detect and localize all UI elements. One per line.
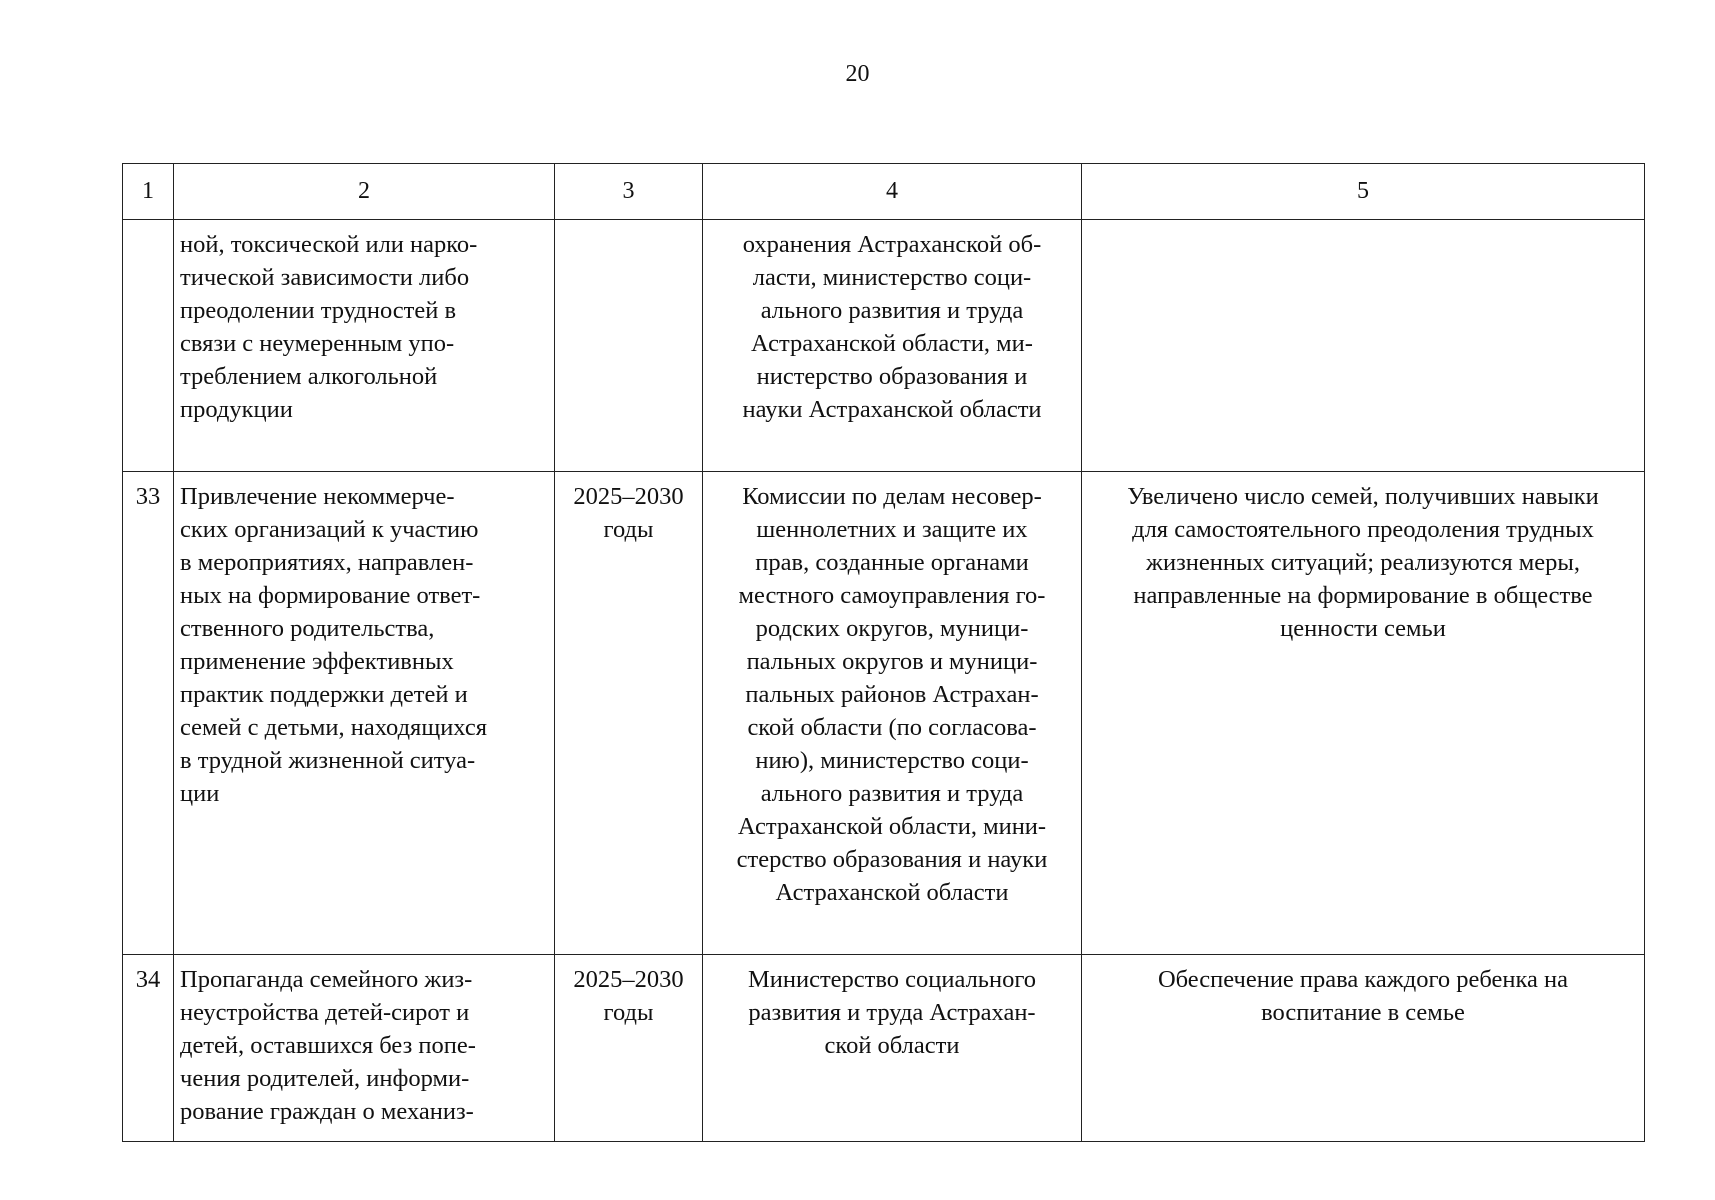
column-header-4: 4 <box>703 164 1082 220</box>
activity-cell: Пропаганда семейного жиз- неустройства детей-сирот и детей, оставшихся без попе- чения родителей, информи- рование граждан о механиз- <box>174 955 555 1142</box>
column-header-2: 2 <box>174 164 555 220</box>
result-cell <box>1082 220 1645 472</box>
table-body <box>123 220 1645 1142</box>
activity-cell: ной, токсической или нарко- тической зависимости либо преодолении трудностей в связи с неумеренным упо- треблением алкогольной продукции <box>174 220 555 472</box>
activity-cell: Привлечение некоммерче- ских организаций к участию в мероприятиях, направлен- ных на формирование ответ- ственного родительства, применение эффективных практик поддержки детей и семей с детьми, находящихся в трудной жизненной ситуа- ции <box>174 472 555 955</box>
row-number: 34 <box>123 955 174 1142</box>
column-header-5: 5 <box>1082 164 1645 220</box>
period-cell: 2025–2030 годы <box>555 472 703 955</box>
executors-cell: охранения Астраханской об- ласти, министерство соци- ального развития и труда Астраханской области, ми- нистерство образования и науки Астраханской области <box>703 220 1082 472</box>
executors-cell: Комиссии по делам несовер- шеннолетних и защите их прав, созданные органами местного самоуправления го- родских округов, муници- пальных округов и муници- пальных районов Астрахан- ской области (по согласова- нию), министерство соци- ального развития и труда Астраханской области, мини- стерство образования и науки Астраханской области <box>703 472 1082 955</box>
row-number <box>123 220 174 472</box>
table-header <box>123 164 1645 220</box>
period-cell <box>555 220 703 472</box>
measures-table <box>122 163 1645 1142</box>
header-row <box>123 164 1645 220</box>
result-cell: Обеспечение права каждого ребенка на воспитание в семье <box>1082 955 1645 1142</box>
column-header-3: 3 <box>555 164 703 220</box>
table-row <box>123 955 1645 1142</box>
executors-cell: Министерство социального развития и труда Астрахан- ской области <box>703 955 1082 1142</box>
period-cell: 2025–2030 годы <box>555 955 703 1142</box>
table-row <box>123 220 1645 472</box>
row-number: 33 <box>123 472 174 955</box>
column-header-1: 1 <box>123 164 174 220</box>
table-row <box>123 472 1645 955</box>
result-cell: Увеличено число семей, получивших навыки для самостоятельного преодоления трудных жизненных ситуаций; реализуются меры, направленные на формирование в обществе ценности семьи <box>1082 472 1645 955</box>
page-number: 20 <box>845 61 870 87</box>
